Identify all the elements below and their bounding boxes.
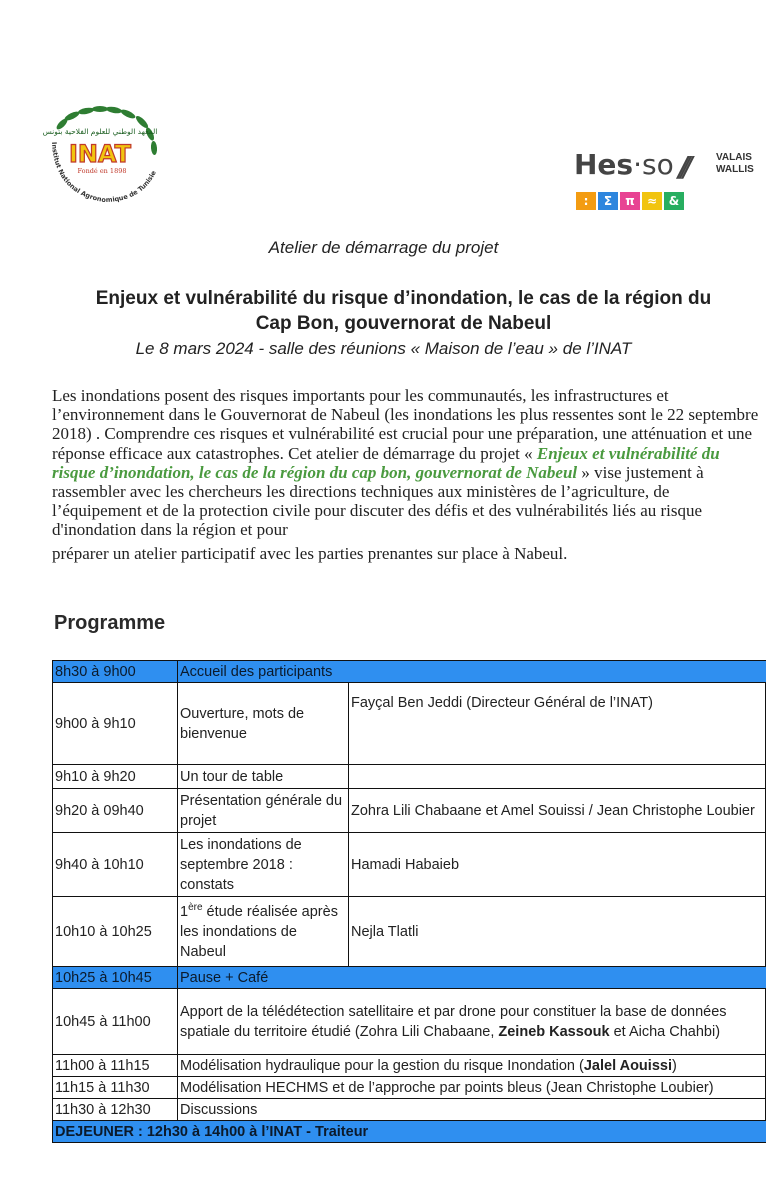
table-row	[53, 765, 766, 789]
row-time: 9h20 à 09h40	[53, 789, 178, 833]
table-row	[53, 897, 766, 967]
row-time: 10h45 à 11h00	[53, 989, 178, 1055]
table-row	[53, 683, 766, 765]
hes-so-slashes: ///	[678, 150, 686, 183]
row-activity: Ouverture, mots de bienvenue	[178, 683, 349, 765]
table-row	[53, 789, 766, 833]
inat-ring-text: Institut National Agronomique de Tunisie	[49, 141, 158, 205]
row-activity: Accueil des participants	[178, 661, 766, 683]
table-row	[53, 833, 766, 897]
row-speaker: Zohra Lili Chabaane et Amel Souissi / Jean Christophe Loubier	[349, 789, 766, 833]
row-activity: Apport de la télédétection satellitaire et par drone pour constituer la base de données spatiale du territoire étudié (Zohra Lili Chabaane, Zeineb Kassouk et Aicha Chahbi)	[178, 989, 766, 1055]
row-speaker: Hamadi Habaieb	[349, 833, 766, 897]
row-speaker: Nejla Tlatli	[349, 897, 766, 967]
hes-box-pi: π	[620, 192, 640, 210]
programme-table	[52, 660, 766, 1143]
row-speaker: Fayçal Ben Jeddi (Directeur Général de l’INAT)	[349, 683, 766, 765]
hes-so-color-boxes	[576, 192, 684, 210]
row-time: 11h30 à 12h30	[53, 1099, 178, 1121]
inat-founded-text: Fondé en 1898	[77, 167, 127, 175]
table-row	[53, 1077, 766, 1099]
inat-acronym: INAT	[68, 140, 132, 168]
hes-box-ampersand: &	[664, 192, 684, 210]
row-activity: Les inondations de septembre 2018 : constats	[178, 833, 349, 897]
hes-box-sigma: Σ	[598, 192, 618, 210]
inat-arabic-text: المعهد الوطني للعلوم الفلاحية بتونس	[42, 127, 158, 136]
row-activity: Modélisation hydraulique pour la gestion du risque Inondation (Jalel Aouissi)	[178, 1055, 766, 1077]
row-activity: Un tour de table	[178, 765, 349, 789]
table-row	[53, 1055, 766, 1077]
row-activity: Pause + Café	[178, 967, 766, 989]
programme-heading: Programme	[54, 612, 166, 634]
row-time: 9h10 à 9h20	[53, 765, 178, 789]
row-time: 11h00 à 11h15	[53, 1055, 178, 1077]
row-activity: Modélisation HECHMS et de l’approche par points bleus (Jean Christophe Loubier)	[178, 1077, 766, 1099]
document-title: Enjeux et vulnérabilité du risque d’inondation, le cas de la région du Cap Bon, gouvernorat de Nabeul	[95, 288, 712, 334]
project-title-highlight: Enjeux et vulnérabilité du risque d’inondation, le cas de la région du cap bon, gouvernorat de Nabeul	[52, 443, 720, 482]
hes-box-colon: :	[576, 192, 596, 210]
row-time: 11h15 à 11h30	[53, 1077, 178, 1099]
row-time: 10h10 à 10h25	[53, 897, 178, 967]
row-activity: Discussions	[178, 1099, 766, 1121]
row-time: 10h25 à 10h45	[53, 967, 178, 989]
table-row	[53, 1121, 766, 1143]
row-activity: Présentation générale du projet	[178, 789, 349, 833]
inat-logo	[42, 102, 164, 210]
row-time: 9h40 à 10h10	[53, 833, 178, 897]
hes-so-region: VALAIS WALLIS	[716, 152, 754, 175]
table-row	[53, 661, 766, 683]
intro-paragraph: Les inondations posent des risques importants pour les communautés, les infrastructures et l’environnement dans le Gouvernorat de Nabeul (les inondations les plus ressentes sont le 22 septembre 2018) . Comprendre ces risques et vulnérabilité est crucial pour une préparation, une atténuation et une réponse efficace aux catastrophes. Cet atelier de démarrage du projet « Enjeux et vulnérabilité du risque d’inondation, le cas de la région du cap bon, gouvernorat de Nabeul » vise justement à rassembler avec les chercheurs les directions techniques aux ministères de l’agriculture, de l’équipement et de la protection civile pour discuter des défis et des vulnérabilités liés au risque d'inondation dans la région et pour préparer un atelier participatif avec les parties prenantes sur place à Nabeul.	[52, 386, 759, 563]
row-activity: 1ère étude réalisée après les inondations de Nabeul	[178, 897, 349, 967]
event-date-location: Le 8 mars 2024 - salle des réunions « Maison de l’eau » de l’INAT	[135, 339, 632, 358]
hes-so-logo	[574, 148, 760, 214]
document-subtitle: Atelier de démarrage du projet	[268, 238, 499, 257]
hes-box-approx: ≈	[642, 192, 662, 210]
table-row	[53, 967, 766, 989]
row-time: 9h00 à 9h10	[53, 683, 178, 765]
lunch-row: DEJEUNER : 12h30 à 14h00 à l’INAT - Traiteur	[53, 1121, 766, 1143]
hes-so-wordmark: Hes·so	[574, 148, 674, 181]
table-row	[53, 1099, 766, 1121]
row-time: 8h30 à 9h00	[53, 661, 178, 683]
table-row	[53, 989, 766, 1055]
row-speaker	[349, 765, 766, 789]
